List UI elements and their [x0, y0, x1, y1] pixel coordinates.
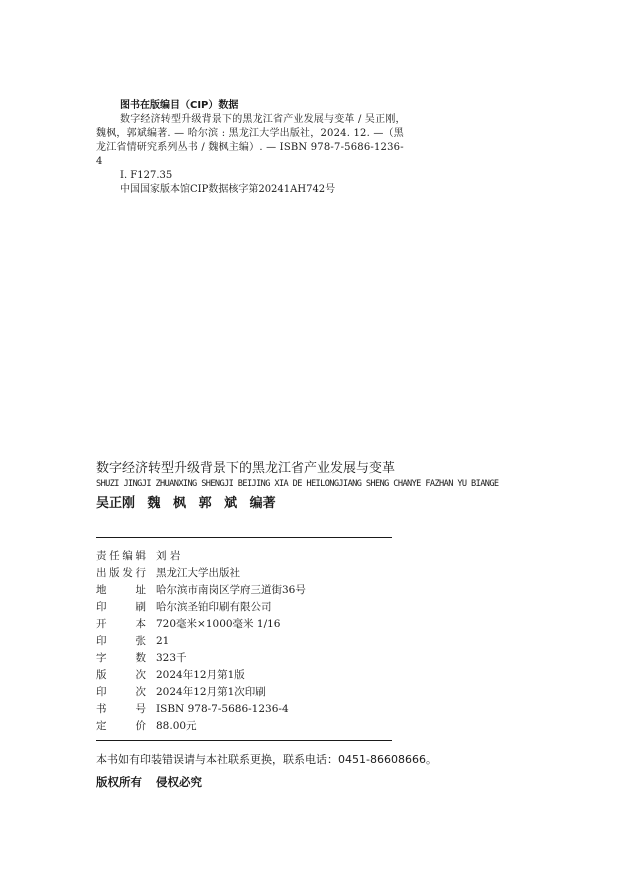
book-title-pinyin: SHUZI JINGJI ZHUANXING SHENGJI BEIJING XIA DE HEILONGJIANG SHENG CHANYE FAZHAN YU BIANGE [96, 479, 499, 489]
bottom-divider [96, 740, 392, 741]
imprint-value: 720毫米×1000毫米 1/16 [156, 618, 281, 630]
imprint-value: 哈尔滨圣铂印刷有限公司 [156, 601, 272, 613]
imprint-label: 字数 [96, 652, 146, 664]
cip-title: 图书在版编目（CIP）数据 [120, 100, 239, 111]
imprint-row [96, 684, 306, 701]
imprint-value: 21 [156, 635, 170, 647]
imprint-row [96, 667, 306, 684]
book-title: 数字经济转型升级背景下的黑龙江省产业发展与变革 [96, 461, 396, 476]
cip-block [96, 99, 406, 197]
imprint-row [96, 701, 306, 718]
replacement-notice: 本书如有印装错误请与本社联系更换，联系电话：0451-86608666。 [96, 753, 437, 766]
imprint-value: 2024年12月第1次印刷 [156, 686, 266, 698]
imprint-row [96, 548, 306, 565]
imprint-label: 责任编辑 [96, 550, 146, 562]
imprint-row [96, 616, 306, 633]
cip-core-number: 中国国家版本馆CIP数据核字第20241AH742号 [120, 184, 336, 195]
imprint-label: 地址 [96, 584, 146, 596]
imprint-label: 版次 [96, 669, 146, 681]
imprint-label: 开本 [96, 618, 146, 630]
imprint-value: 88.00元 [156, 720, 197, 732]
imprint-value: ISBN 978-7-5686-1236-4 [156, 703, 289, 715]
imprint-label: 印刷 [96, 601, 146, 613]
imprint-value: 刘 岩 [156, 550, 181, 562]
imprint-row [96, 582, 306, 599]
book-authors: 吴正刚 魏 枫 郭 斌 编著 [96, 496, 276, 511]
imprint-row [96, 599, 306, 616]
imprint-value: 2024年12月第1版 [156, 669, 245, 681]
imprint-row [96, 650, 306, 667]
imprint-label: 印次 [96, 686, 146, 698]
imprint-table [96, 548, 306, 735]
cip-classification: Ⅰ. F127.35 [120, 170, 173, 181]
imprint-row [96, 633, 306, 650]
copyright-notice: 版权所有 侵权必究 [96, 775, 203, 789]
imprint-row [96, 565, 306, 582]
imprint-label: 定价 [96, 720, 146, 732]
imprint-value: 黑龙江大学出版社 [156, 567, 240, 579]
cip-description: 数字经济转型升级背景下的黑龙江省产业发展与变革 / 吴正刚，魏枫，郭斌编著. — 哈尔滨 : 黑龙江大学出版社，2024. 12. —（黑龙江省情研究系列丛书 / 魏枫主编）. — ISBN 978-7-5686-1236-4 [96, 114, 406, 167]
imprint-row [96, 718, 306, 735]
imprint-value: 323千 [156, 652, 187, 664]
top-divider [96, 537, 392, 538]
imprint-label: 书号 [96, 703, 146, 715]
imprint-value: 哈尔滨市南岗区学府三道街36号 [156, 584, 306, 596]
imprint-label: 出版发行 [96, 567, 146, 579]
imprint-label: 印张 [96, 635, 146, 647]
